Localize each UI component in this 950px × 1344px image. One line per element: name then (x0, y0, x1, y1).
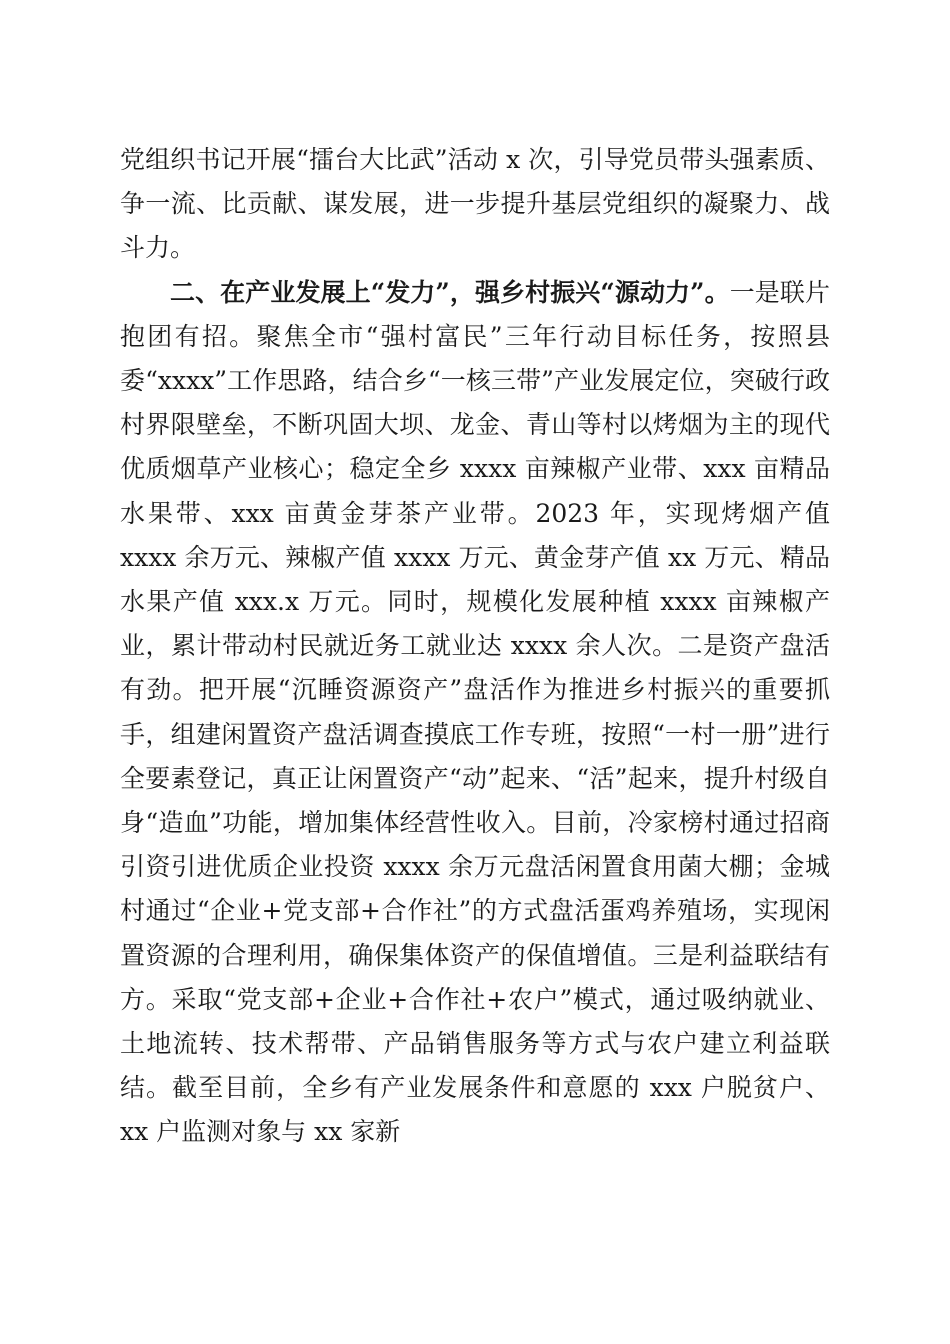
paragraph-continued: 党组织书记开展“擂台大比武”活动 x 次，引导党员带头强素质、争一流、比贡献、谋发展，进一步提升基层党组织的凝聚力、战斗力。 (120, 145, 830, 263)
section-paragraph (120, 271, 830, 1155)
section-body: 一是联片抱团有招。聚焦全市“强村富民”三年行动目标任务，按照县委“xxxx”工作思路，结合乡“一核三带”产业发展定位，突破行政村界限壁垒，不断巩固大坝、龙金、青山等村以烤烟为主的现代优质烟草产业核心；稳定全乡 xxxx 亩辣椒产业带、xxx 亩精品水果带、xxx 亩黄金芽茶产业带。2023 年，实现烤烟产值 xxxx 余万元、辣椒产值 xxxx 万元、黄金芽产值 xx 万元、精品水果产值 xxx.x 万元。同时，规模化发展种植 xxxx 亩辣椒产业，累计带动村民就近务工就业达 xxxx 余人次。二是资产盘活有劲。把开展“沉睡资源资产”盘活作为推进乡村振兴的重要抓手，组建闲置资产盘活调查摸底工作专班，按照“一村一册”进行全要素登记，真正让闲置资产“动”起来、“活”起来，提升村级自身“造血”功能，增加集体经营性收入。目前，冷家榜村通过招商引资引进优质企业投资 xxxx 余万元盘活闲置食用菌大棚；金城村通过“企业+党支部+合作社”的方式盘活蛋鸡养殖场，实现闲置资源的合理利用，确保集体资产的保值增值。三是利益联结有方。采取“党支部+企业+合作社+农户”模式，通过吸纳就业、土地流转、技术帮带、产品销售服务等方式与农户建立利益联结。截至目前，全乡有产业发展条件和意愿的 xxx 户脱贫户、xx 户监测对象与 xx 家新 (120, 277, 830, 1147)
document-body (120, 138, 830, 1155)
section-heading: 二、在产业发展上“发力”，强乡村振兴“源动力”。 (170, 277, 730, 307)
